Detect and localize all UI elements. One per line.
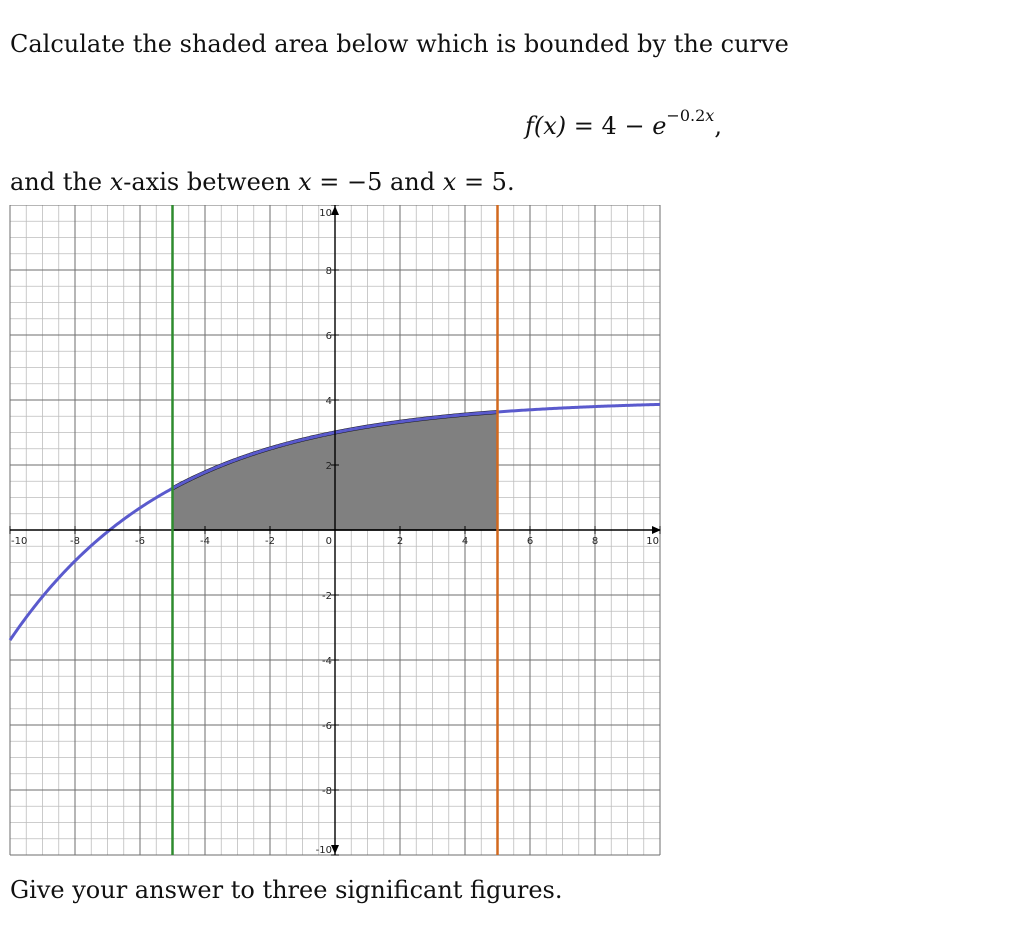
y-tick-label: 10 xyxy=(319,208,332,219)
y-tick-label: 2 xyxy=(325,461,332,472)
y-tick-label: 4 xyxy=(325,396,332,407)
y-tick-label: -6 xyxy=(322,721,332,732)
formula-lhs: f(x) xyxy=(525,112,567,140)
y-tick-label: -8 xyxy=(322,786,332,797)
question-footer: Give your answer to three significant figures. xyxy=(10,876,563,904)
x-tick-label: 10 xyxy=(646,536,659,547)
x-tick-label: 8 xyxy=(591,536,599,547)
y-tick-label: 6 xyxy=(325,331,332,342)
x-tick-label: 0 xyxy=(325,536,332,547)
x-tick-label: 6 xyxy=(526,536,534,547)
x-tick-label: 4 xyxy=(461,536,469,547)
x-tick-label: -6 xyxy=(135,536,145,547)
y-tick-label: -10 xyxy=(315,845,332,856)
x-tick-label: -10 xyxy=(11,536,28,547)
function-formula: $f(x) = 4 - e^{-0.2x}$, xyxy=(525,106,722,140)
x-tick-label: 2 xyxy=(396,536,404,547)
formula-base: e xyxy=(652,112,667,140)
formula-exponent: −0.2x xyxy=(666,106,715,125)
x-tick-label: -8 xyxy=(70,536,80,547)
y-tick-label: -2 xyxy=(322,591,332,602)
x-tick-label: -2 xyxy=(265,536,275,547)
graph-plot xyxy=(0,205,670,860)
x-tick-label: -4 xyxy=(200,536,210,547)
y-tick-label: -4 xyxy=(322,656,332,667)
question-bounds: and the x-axis between x = −5 and x = 5. xyxy=(10,168,515,196)
y-tick-label: 8 xyxy=(325,266,332,277)
y-axis-arrow-up xyxy=(331,206,339,215)
question-intro: Calculate the shaded area below which is bounded by the curve xyxy=(10,30,789,58)
y-axis-arrow-down xyxy=(331,845,339,854)
